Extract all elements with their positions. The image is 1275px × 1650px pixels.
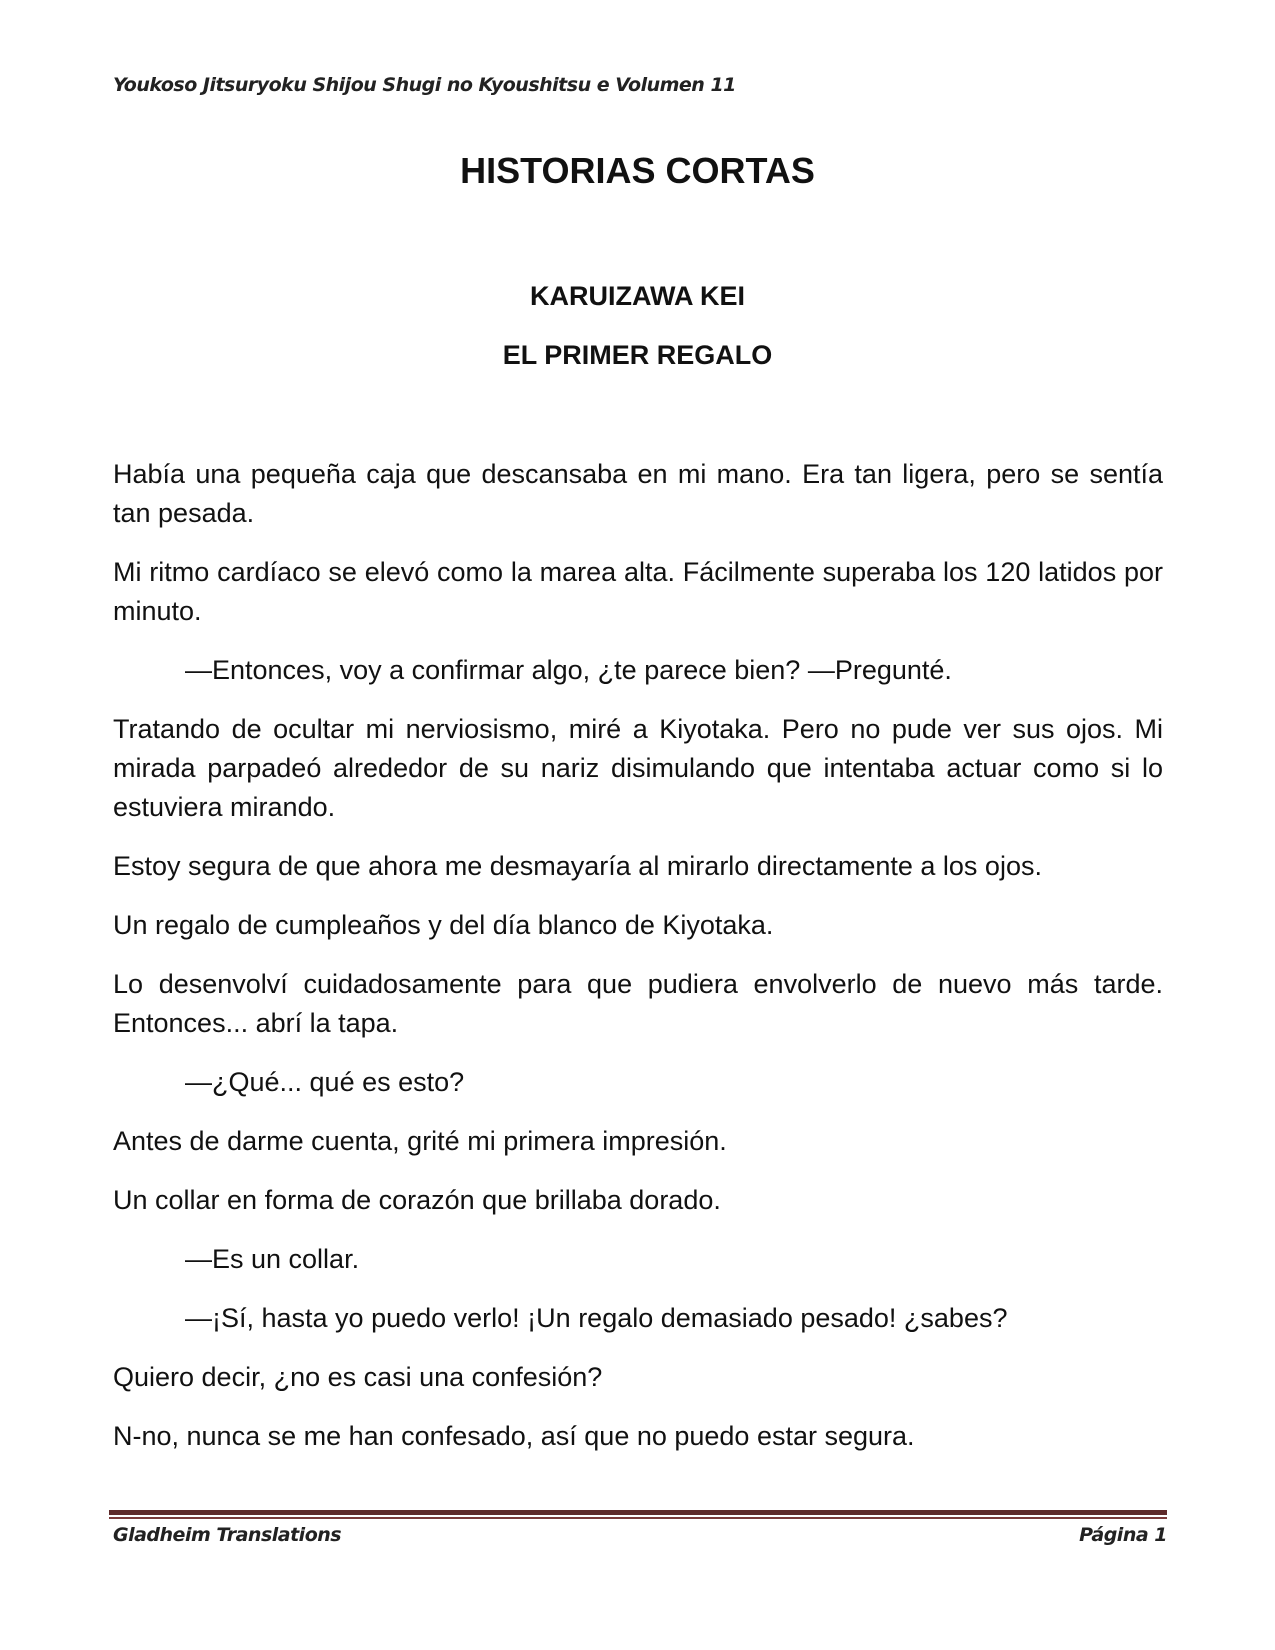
paragraph: Mi ritmo cardíaco se elevó como la marea alta. Fácilmente superaba los 120 latidos por minuto. [113, 557, 1163, 626]
paragraph: Un regalo de cumpleaños y del día blanco de Kiyotaka. [113, 910, 774, 940]
body-text [113, 455, 1163, 1476]
paragraph: Tratando de ocultar mi nerviosismo, miré a Kiyotaka. Pero no pude ver sus ojos. Mi mirada parpadeó alrededor de su nariz disimulando que intentaba actuar como si lo estuviera mirando. [113, 714, 1163, 822]
paragraph: Un collar en forma de corazón que brillaba dorado. [113, 1185, 721, 1215]
footer-rule-thin [109, 1517, 1167, 1519]
paragraph: Lo desenvolví cuidadosamente para que pudiera envolverlo de nuevo más tarde. Entonces... abrí la tapa. [113, 969, 1163, 1038]
chapter-character: KARUIZAWA KEI [530, 281, 745, 311]
page-title: HISTORIAS CORTAS [460, 150, 815, 191]
footer-credit: Gladheim Translations [113, 1524, 342, 1546]
chapter-title: EL PRIMER REGALO [502, 340, 773, 370]
footer-rule [109, 1510, 1167, 1520]
dialogue-line: —Es un collar. [185, 1244, 360, 1274]
page-number: Página 1 [1079, 1524, 1167, 1546]
paragraph: Quiero decir, ¿no es casi una confesión? [113, 1362, 603, 1392]
footer-rule-thick [109, 1510, 1167, 1515]
running-header: Youkoso Jitsuryoku Shijou Shugi no Kyoushitsu e Volumen 11 [113, 74, 736, 96]
dialogue-line: —¡Sí, hasta yo puedo verlo! ¡Un regalo demasiado pesado! ¿sabes? [185, 1303, 1008, 1333]
paragraph: N-no, nunca se me han confesado, así que no puedo estar segura. [113, 1421, 915, 1451]
dialogue-line: —¿Qué... qué es esto? [185, 1067, 465, 1097]
paragraph: Había una pequeña caja que descansaba en mi mano. Era tan ligera, pero se sentía tan pesada. [113, 459, 1163, 528]
dialogue-line: —Entonces, voy a confirmar algo, ¿te parece bien? —Pregunté. [185, 655, 952, 685]
paragraph: Antes de darme cuenta, grité mi primera impresión. [113, 1126, 727, 1156]
paragraph: Estoy segura de que ahora me desmayaría al mirarlo directamente a los ojos. [113, 851, 1042, 881]
